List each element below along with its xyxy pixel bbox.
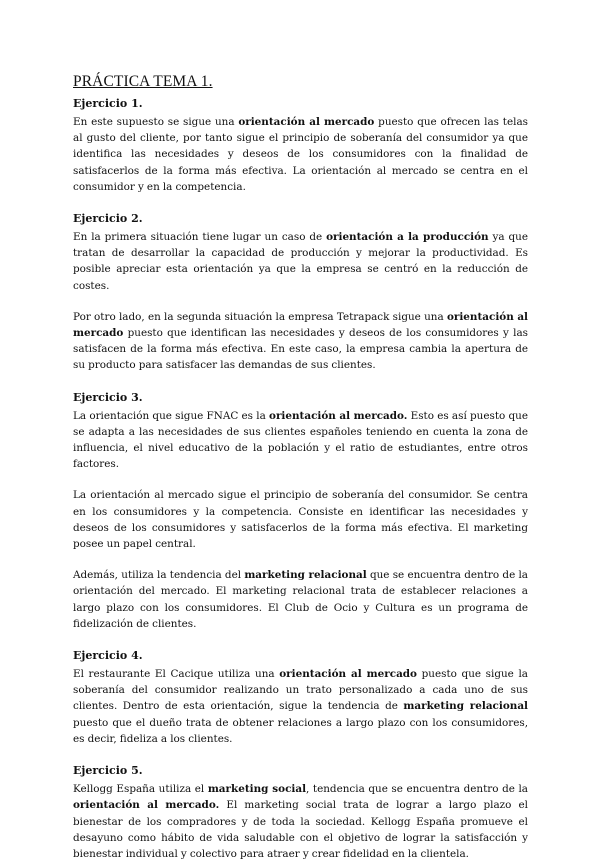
exercise-heading: Ejercicio 5.: [73, 764, 143, 778]
exercise-paragraph: [73, 487, 528, 552]
text-run: Esto es así puesto que se adapta a las necesidades de sus clientes españoles teniendo en cuenta la zona de influencia, el nivel educativo de la población y el ratio de estudiantes, entre otros factores.: [73, 409, 529, 471]
text-run: que se encuentra dentro de la orientación del mercado. El marketing relacional trata de establecer relaciones a largo plazo con los consumidores. El Club de Ocio y Cultura es un programa de fidelización de clientes.: [73, 569, 528, 630]
text-run: El marketing social trata de lograr a largo plazo el bienestar de los compradores y de toda la sociedad. Kellogg España promueve el desayuno como hábito de vida saludable con el objetivo de lograr la satisfacción y bienestar individual y colectivo para atraer y crear fidelidad en la clientela.: [73, 799, 528, 860]
exercise-section-1: [73, 97, 528, 195]
text-run: En este supuesto se sigue una: [73, 116, 239, 128]
exercise-heading: Ejercicio 1.: [73, 97, 143, 110]
bold-term: marketing social: [207, 783, 307, 796]
bold-term: orientación a la producción: [326, 231, 489, 244]
text-run: El restaurante El Cacique utiliza una: [73, 668, 280, 681]
exercise-heading: Ejercicio 4.: [73, 649, 143, 663]
bold-term: orientación al mercado: [73, 310, 528, 340]
bold-term: marketing relacional: [244, 569, 367, 582]
text-run: La orientación que sigue FNAC es la: [73, 409, 270, 422]
text-run: , tendencia que se encuentra dentro de la: [306, 783, 528, 796]
text-run: ya que tratan de desarrollar la capacidad de producción y mejorar la productividad. Es posible apreciar esta orientación ya que la empresa se centró en la reducción de costes.: [73, 231, 528, 292]
text-run: puesto que sigue la soberanía del consumidor realizando un trato personalizado a cada uno de sus clientes. Dentro de esta orientación, sigue la tendencia de: [73, 668, 528, 713]
exercise-section-3: [73, 391, 528, 632]
bold-term: orientación al mercado: [238, 116, 375, 128]
document-title: PRÁCTICA TEMA 1.: [73, 73, 213, 90]
text-run: En la primera situación tiene lugar un caso de: [73, 231, 327, 244]
exercise-list: [73, 97, 528, 862]
bold-term: marketing relacional: [403, 700, 528, 713]
text-run: Por otro lado, en la segunda situación la empresa Tetrapack sigue una: [73, 310, 447, 323]
exercise-paragraph: [73, 781, 528, 862]
exercise-paragraph: [73, 567, 528, 632]
text-run: La orientación al mercado sigue el principio de soberanía del consumidor. Se centra en los consumidores y la competencia. Consiste en identificar las necesidades y deseos de los consumidores y satisfacerlos de la forma más efectiva. El marketing posee un papel central.: [73, 489, 528, 551]
text-run: puesto que identifican las necesidades y deseos de los consumidores y las satisfacen de la forma más efectiva. En este caso, la empresa cambia la apertura de su producto para satisfacer las demandas de sus clientes.: [73, 327, 528, 372]
bold-term: orientación al mercado.: [269, 409, 408, 422]
exercise-paragraph: [73, 229, 528, 294]
text-run: Además, utiliza la tendencia del: [73, 569, 245, 582]
text-run: puesto que el dueño trata de obtener relaciones a largo plazo con los consumidores, es decir, fideliza a los clientes.: [73, 716, 528, 745]
exercise-paragraph: [73, 114, 528, 195]
text-run: puesto que ofrecen las telas al gusto del cliente, por tanto sigue el principio de soberanía del consumidor ya que identifica las necesidades y deseos de los consumidores con la finalidad de satisfacerlos de la forma más efectiva. La orientación al mercado se centra en el consumidor y en la competencia.: [73, 116, 528, 193]
exercise-section-4: [73, 649, 528, 747]
exercise-section-2: [73, 212, 528, 374]
bold-term: orientación al mercado.: [73, 799, 220, 812]
exercise-heading: Ejercicio 3.: [73, 390, 143, 404]
text-run: Kellogg España utiliza el: [73, 783, 208, 796]
exercise-paragraph: [73, 309, 528, 374]
bold-term: orientación al mercado: [279, 668, 417, 681]
exercise-heading: Ejercicio 2.: [73, 212, 143, 226]
exercise-paragraph: [73, 666, 528, 747]
exercise-section-5: [73, 764, 528, 862]
exercise-paragraph: [73, 408, 528, 473]
